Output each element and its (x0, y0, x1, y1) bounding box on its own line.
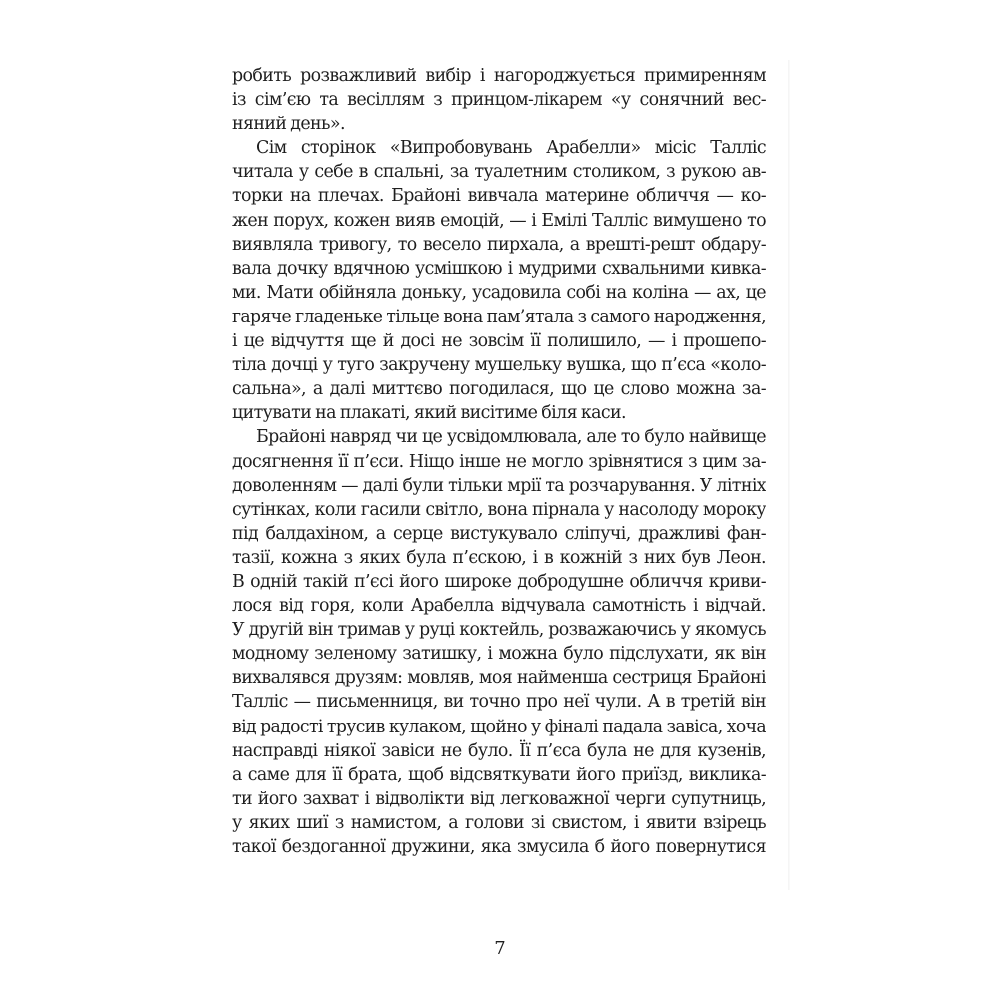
text-line: досягнення її п’єси. Ніщо інше не могло зрівнятися з цим за- (232, 451, 766, 472)
text-line: жен порух, кожен вияв емоцій, — і Емілі Талліс вимушено то (232, 210, 766, 231)
text-line: вала дочку вдячною усмішкою і мудрими схвальними кивка- (232, 258, 766, 279)
page-number: 7 (494, 938, 506, 959)
text-line: під балдахіном, а серце вистукувало сліпучі, дражливі фан- (232, 523, 766, 544)
text-line: Талліс — письменниця, ви точно про неї чули. А в третій він (232, 692, 766, 713)
text-line: вихвалявся друзям: мовляв, моя найменша сестриця Брайоні (232, 668, 766, 689)
text-line: доволенням — далі були тільки мрії та розчарування. У літніх (232, 475, 766, 496)
text-line: робить розважливий вибір і нагороджується примиренням (232, 66, 766, 86)
text-line: У другій він тримав у руці коктейль, розважаючись у якомусь (232, 620, 766, 641)
text-line: виявляла тривогу, то весело пирхала, а врешті-решт обдару- (232, 234, 766, 255)
text-line: цитувати на плакаті, який висітиме біля каси. (232, 403, 626, 424)
text-line: сальна», а далі миттєво погодилася, що це слово можна за- (232, 379, 766, 400)
body-text (232, 64, 766, 859)
text-line: Сім сторінок «Випробовувань Арабелли» місіс Талліс (256, 138, 766, 159)
text-line: няний день». (232, 114, 345, 135)
text-line: лося від горя, коли Арабелла відчувала самотність і відчай. (232, 596, 766, 617)
text-line: В одній такій п’єсі його широке добродушне обличчя криви- (232, 571, 766, 592)
text-line: із сім’єю та весіллям з принцом-лікарем «у сонячний вес- (232, 90, 766, 111)
text-line: насправді ніякої завіси не було. Її п’єса була не для кузенів, (232, 740, 766, 761)
text-line: у яких шиї з намистом, а голови зі свистом, і явити взірець (232, 812, 766, 833)
text-line: а саме для її брата, щоб відсвяткувати його приїзд, виклика- (232, 764, 766, 785)
text-line: тазії, кожна з яких була п’єскою, і в кожній з них був Леон. (232, 547, 766, 568)
text-line: від радості трусив кулаком, щойно у фіналі падала завіса, хоча (232, 716, 766, 737)
text-line: сутінках, коли гасили світло, вона пірнала у насолоду мороку (232, 499, 766, 520)
text-line: ти його захват і відволікти від легковажної черги супутниць, (232, 788, 766, 809)
text-line: Брайоні навряд чи це усвідомлювала, але то було найвище (256, 427, 766, 448)
text-line: тіла дочці у туго закручену мушельку вушка, що п’єса «коло- (232, 355, 766, 376)
text-line: гаряче гладеньке тільце вона пам’ятала з самого народження, (232, 306, 766, 327)
text-line: ми. Мати обійняла доньку, усадовила собі на коліна — ах, це (232, 282, 766, 303)
text-line: модному зеленому затишку, і можна було підслухати, як він (232, 644, 766, 665)
text-line: і це відчуття ще й досі не зовсім її полишило, — і прошепо- (232, 331, 766, 352)
text-line: торки на плечах. Брайоні вивчала материне обличчя — ко- (232, 186, 766, 207)
text-line: читала у себе в спальні, за туалетним столиком, з рукою ав- (232, 162, 766, 183)
text-line: такої бездоганної дружини, яка змусила б його повернутися (232, 837, 766, 857)
page-fold-shadow (788, 60, 790, 890)
